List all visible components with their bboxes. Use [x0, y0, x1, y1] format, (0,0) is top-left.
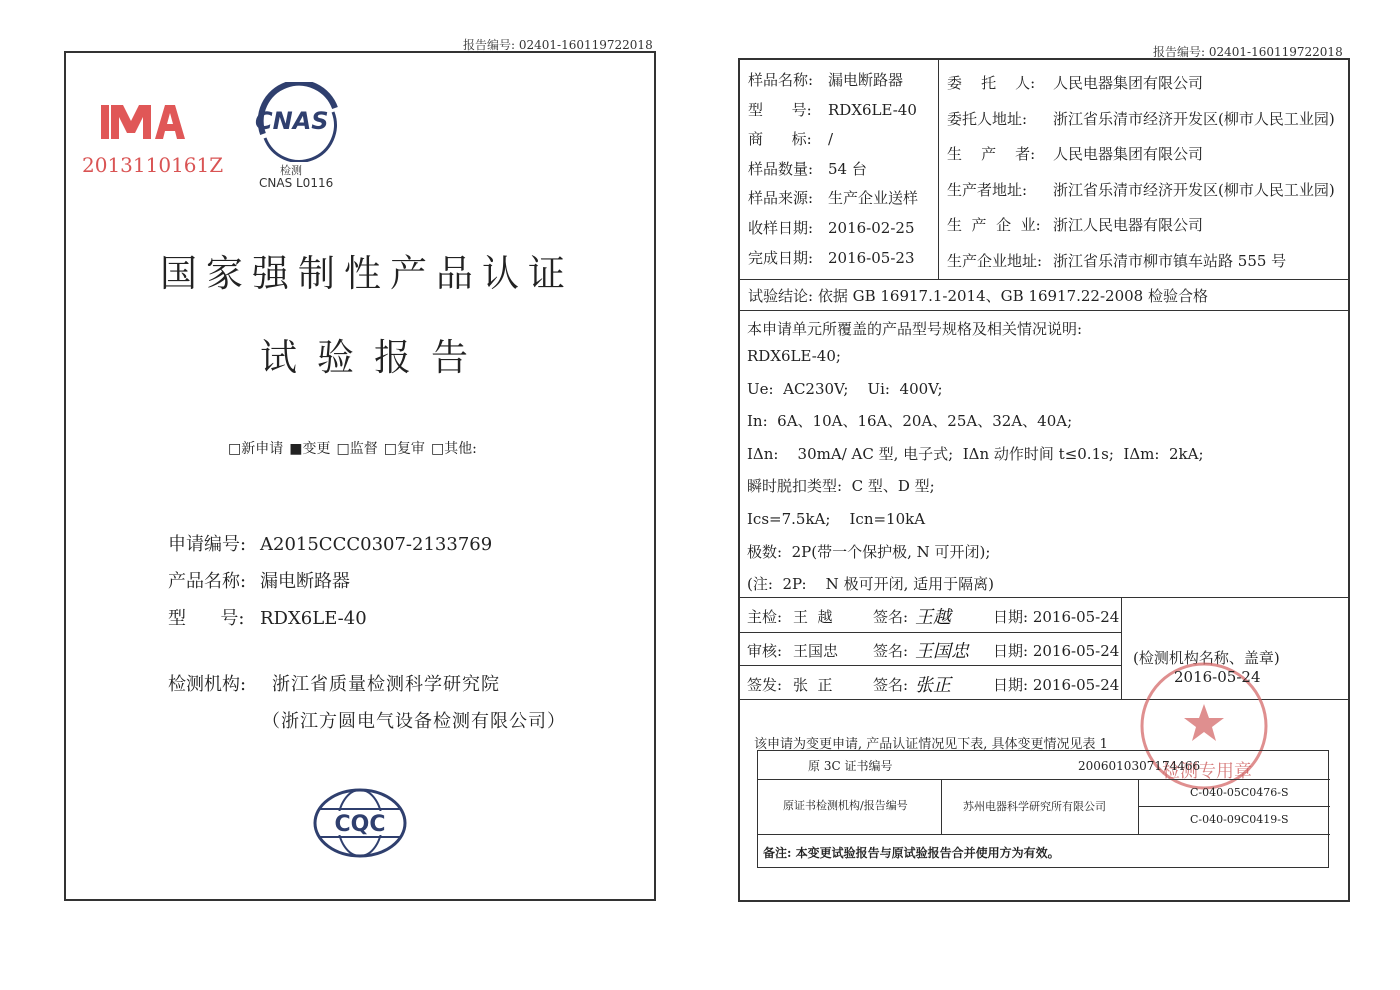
- left-field-row: [168, 563, 492, 600]
- field-value: 漏电断路器: [260, 571, 350, 592]
- lab-name: 浙江省质量检测科学研究院: [272, 674, 500, 695]
- info-row: [748, 125, 918, 155]
- checkbox-item: [384, 438, 425, 458]
- info-label: 委托人地址:: [947, 109, 1028, 128]
- left-report-number: 报告编号: 02401-160119722018: [463, 38, 653, 52]
- signer-name: 王 越: [793, 608, 833, 626]
- info-label: 商 标:: [748, 130, 812, 149]
- checkbox-label: 其他:: [444, 441, 477, 457]
- signer-name: 张 正: [793, 676, 833, 694]
- signer-role: 主检:: [747, 608, 783, 626]
- info-label: 完成日期:: [748, 248, 814, 267]
- info-value: 浙江省乐清市经济开发区(柳市人民工业园): [1053, 180, 1335, 199]
- cqc-logo: [312, 787, 408, 859]
- info-value: 浙江省乐清市经济开发区(柳市人民工业园): [1053, 109, 1335, 128]
- sign-date: 日期: 2016-05-24: [993, 642, 1120, 660]
- info-row: [748, 96, 918, 126]
- orig-report-code-1: C-040-05C0476-S: [1190, 786, 1289, 799]
- info-label: 型 号:: [748, 100, 812, 119]
- info-label: 样品名称:: [748, 71, 814, 89]
- orig-lab-label: 原证书检测机构/报告编号: [783, 799, 908, 812]
- info-label: 生产企业地址:: [947, 251, 1043, 270]
- info-value: 人民电器集团有限公司: [1053, 74, 1204, 92]
- checkbox-item: [431, 438, 477, 458]
- info-row: [947, 173, 1335, 209]
- field-value: RDX6LE-40: [260, 608, 367, 629]
- stamp-text: 检测专用章: [1162, 761, 1252, 782]
- remark: 备注: 本变更试验报告与原试验报告合并使用方为有效。: [763, 846, 1060, 860]
- sign-date: 日期: 2016-05-24: [993, 608, 1120, 626]
- spec-title: 本申请单元所覆盖的产品型号规格及相关情况说明:: [747, 320, 1083, 338]
- orig-report-code-2: C-040-09C0419-S: [1190, 813, 1289, 826]
- cnas-logo-text: CNAS: [255, 107, 329, 135]
- spec-line: (注: 2P: N 极可开闭, 适用于隔离): [747, 575, 994, 594]
- info-row: [748, 184, 918, 214]
- unchecked-box-icon: □: [228, 441, 242, 457]
- info-row: [947, 102, 1335, 138]
- unchecked-box-icon: □: [336, 441, 350, 457]
- info-label: 样品来源:: [748, 189, 814, 208]
- change-note: 该申请为变更申请, 产品认证情况见下表, 具体变更情况见表 1: [754, 737, 1108, 752]
- spec-line: IΔn: 30mA/ AC 型, 电子式; IΔn 动作时间 t≤0.1s; IΔm: 2kA;: [747, 444, 1204, 463]
- spec-line: Ics=7.5kA; Icn=10kA: [747, 509, 926, 528]
- info-label: 生产者地址:: [947, 180, 1028, 199]
- orig-cert-value: 2006010307174466: [1078, 759, 1201, 773]
- client-info: [947, 66, 1335, 279]
- checkbox-label: 监督: [349, 441, 378, 457]
- info-value: 2016-05-23: [828, 248, 915, 267]
- info-row: [748, 155, 918, 185]
- info-value: 浙江省乐清市柳市镇车站路 555 号: [1053, 251, 1287, 270]
- signer-role: 签发:: [747, 676, 783, 694]
- info-value: 人民电器集团有限公司: [1053, 145, 1204, 163]
- checkbox-label: 变更: [302, 441, 331, 457]
- checkbox-item: [228, 438, 283, 458]
- signature-label: 签名:: [873, 676, 909, 694]
- info-label: 样品数量:: [748, 159, 814, 178]
- signer-name: 王国忠: [793, 642, 839, 660]
- field-label: 申请编号:: [168, 534, 247, 555]
- info-value: /: [828, 130, 834, 149]
- info-label: 生 产 企 业:: [947, 216, 1041, 234]
- lab-label: 检测机构:: [168, 674, 247, 695]
- info-row: [947, 244, 1335, 280]
- info-label: 生 产 者:: [947, 145, 1036, 163]
- sample-info: [748, 66, 918, 273]
- signature-label: 签名:: [873, 608, 909, 626]
- info-row: [748, 66, 918, 96]
- orig-lab-org: 苏州电器科学研究所有限公司: [963, 800, 1106, 813]
- info-value: 2016-02-25: [828, 218, 915, 237]
- handwritten-signature: 王国忠: [915, 641, 969, 662]
- unchecked-box-icon: □: [383, 441, 397, 457]
- signer-role: 审核:: [747, 642, 783, 660]
- report-title-sub: 试验报告: [260, 336, 488, 379]
- spec-line: In: 6A、10A、16A、20A、25A、32A、40A;: [747, 412, 1073, 431]
- field-value: A2015CCC0307-2133769: [260, 534, 493, 555]
- spec-lines: [747, 340, 1204, 601]
- cnas-sub: 检测: [280, 164, 302, 177]
- info-value: RDX6LE-40: [828, 100, 917, 119]
- info-row: [947, 66, 1335, 102]
- field-label: 产品名称:: [168, 571, 247, 592]
- field-label: 型 号:: [168, 608, 245, 629]
- info-row: [947, 208, 1335, 244]
- checkbox-item: [336, 438, 377, 458]
- checkbox-item: [289, 438, 330, 458]
- change-table: [757, 750, 1329, 868]
- svg-text:CQC: CQC: [334, 812, 386, 837]
- handwritten-signature: 张正: [915, 675, 951, 696]
- spec-line: RDX6LE-40;: [747, 347, 841, 365]
- info-row: [947, 137, 1335, 173]
- signature-label: 签名:: [873, 642, 909, 660]
- info-label: 收样日期:: [748, 218, 814, 237]
- info-value: 浙江人民电器有限公司: [1053, 216, 1204, 234]
- cnas-code: CNAS L0116: [259, 176, 334, 190]
- stamp-date: 2016-05-24: [1174, 668, 1261, 686]
- left-page-frame: [64, 51, 656, 901]
- checkbox-label: 新申请: [241, 441, 284, 457]
- test-conclusion: 试验结论: 依据 GB 16917.1-2014、GB 16917.22-2008 检验合格: [748, 287, 1208, 305]
- sign-date: 日期: 2016-05-24: [993, 676, 1120, 694]
- cnas-logo: [243, 82, 353, 162]
- right-report-number: 报告编号: 02401-160119722018: [1153, 45, 1343, 59]
- cma-number: 2013110161Z: [82, 153, 224, 177]
- handwritten-signature: 王越: [915, 607, 951, 628]
- info-value: 54 台: [828, 159, 867, 178]
- info-value: 漏电断路器: [828, 71, 904, 89]
- spec-line: Ue: AC230V; Ui: 400V;: [747, 379, 943, 398]
- application-type-checkboxes: [228, 438, 477, 458]
- info-row: [748, 244, 918, 274]
- left-fields: [168, 526, 492, 637]
- info-label: 委 托 人:: [947, 74, 1036, 92]
- checkbox-label: 复审: [396, 441, 425, 457]
- left-field-row: [168, 600, 492, 637]
- unchecked-box-icon: □: [430, 441, 445, 457]
- stamp-caption: (检测机构名称、盖章): [1133, 649, 1280, 667]
- lab-sub-name: （浙江方圆电气设备检测有限公司）: [262, 711, 566, 732]
- info-value: 生产企业送样: [828, 189, 919, 208]
- info-row: [748, 214, 918, 244]
- spec-line: 极数: 2P(带一个保护极, N 可开闭);: [747, 542, 991, 561]
- checked-box-icon: ■: [289, 441, 303, 457]
- orig-cert-label: 原 3C 证书编号: [808, 759, 893, 773]
- report-title-main: 国家强制性产品认证: [160, 252, 574, 295]
- spec-line: 瞬时脱扣类型: C 型、D 型;: [747, 477, 935, 496]
- cma-logo: [95, 101, 187, 143]
- left-field-row: [168, 526, 492, 563]
